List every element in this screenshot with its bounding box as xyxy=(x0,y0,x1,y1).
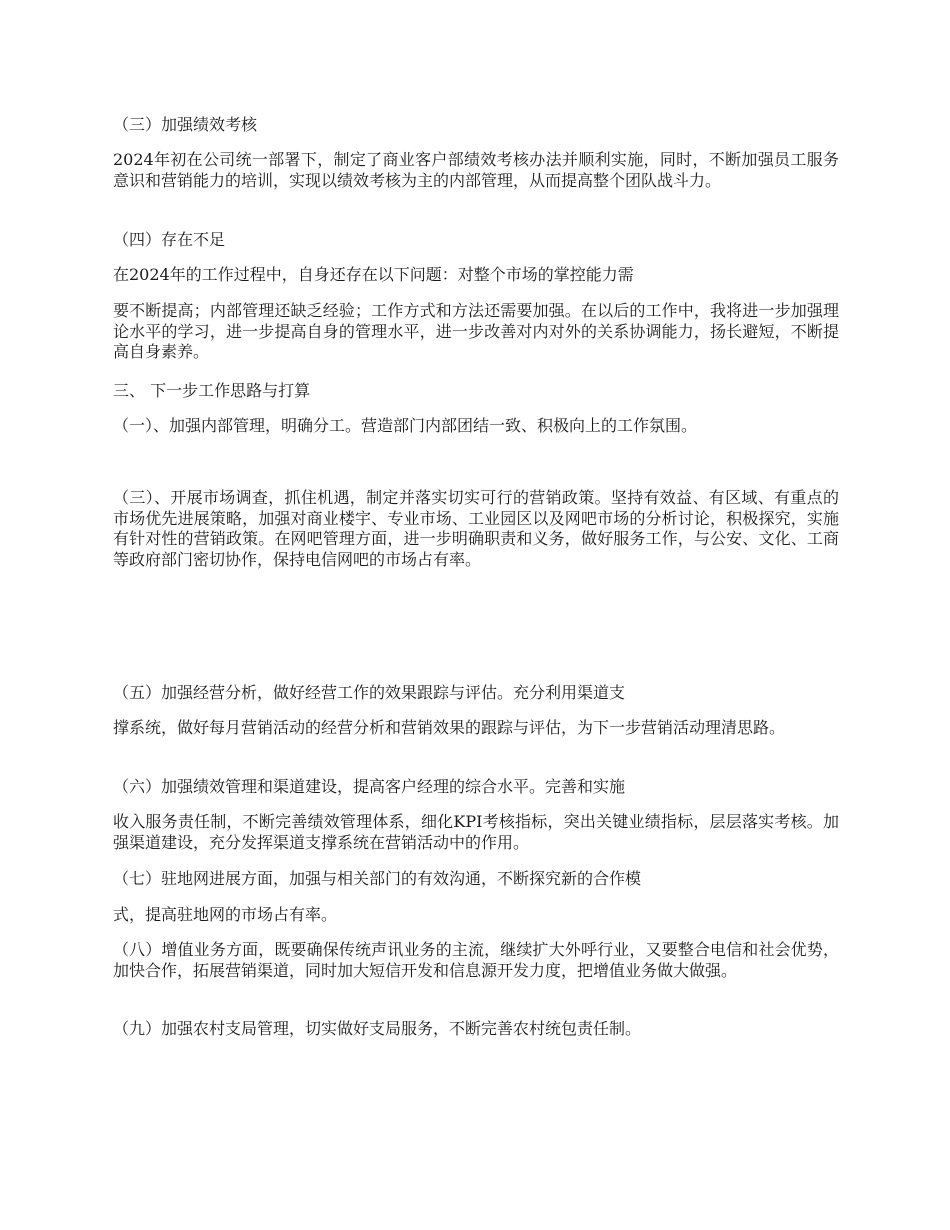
paragraph-item-6-detail: 收入服务责任制，不断完善绩效管理体系，细化KPI考核指标，突出关键业绩指标，层层落实考核。加强渠道建设，充分发挥渠道支撑系统在营销活动中的作用。 xyxy=(113,812,839,852)
paragraph-item-8: （八）增值业务方面，既要确保传统声讯业务的主流，继续扩大外呼行业，又要整合电信和社会优势，加快合作，拓展营销渠道，同时加大短信开发和信息源开发力度，把增值业务做大做强。 xyxy=(113,940,839,980)
paragraph-item-9: （九）加强农村支局管理，切实做好支局服务，不断完善农村统包责任制。 xyxy=(113,1019,642,1038)
paragraph-performance-assessment: 2024年初在公司统一部署下，制定了商业客户部绩效考核办法并顺利实施，同时，不断加强员工服务意识和营销能力的培训，实现以绩效考核为主的内部管理，从而提高整个团队战斗力。 xyxy=(113,150,839,190)
paragraph-shortcomings-intro: 在2024年的工作过程中，自身还存在以下问题：对整个市场的掌控能力需 xyxy=(113,265,634,284)
paragraph-shortcomings-detail: 要不断提高；内部管理还缺乏经验；工作方式和方法还需要加强。在以后的工作中，我将进一步加强理论水平的学习，进一步提高自身的管理水平，进一步改善对内对外的关系协调能力，扬长避短，不断提高自身素养。 xyxy=(113,301,839,361)
section-heading-performance: （三）加强绩效考核 xyxy=(113,115,258,134)
paragraph-item-7-intro: （七）驻地网进展方面，加强与相关部门的有效沟通，不断探究新的合作模 xyxy=(113,869,642,888)
paragraph-item-5-intro: （五）加强经营分析，做好经营工作的效果跟踪与评估。充分利用渠道支 xyxy=(113,683,626,702)
paragraph-item-6-intro: （六）加强绩效管理和渠道建设，提高客户经理的综合水平。完善和实施 xyxy=(113,777,626,796)
section-heading-next-steps: 三、 下一步工作思路与打算 xyxy=(113,381,311,400)
paragraph-item-7-detail: 式，提高驻地网的市场占有率。 xyxy=(113,905,338,924)
section-heading-shortcomings: （四）存在不足 xyxy=(113,230,226,249)
paragraph-item-3: （三）、开展市场调查，抓住机遇，制定并落实切实可行的营销政策。坚持有效益、有区域、有重点的市场优先进展策略，加强对商业楼宇、专业市场、工业园区以及网吧市场的分析讨论，积极探究，实施有针对性的营销政策。在网吧管理方面，进一步明确职责和义务，做好服务工作，与公安、文化、工商等政府部门密切协作，保持电信网吧的市场占有率。 xyxy=(113,488,839,569)
paragraph-item-5-detail: 撑系统，做好每月营销活动的经营分析和营销效果的跟踪与评估，为下一步营销活动理清思路。 xyxy=(113,718,786,737)
paragraph-item-1: （一）、加强内部管理，明确分工。营造部门内部团结一致、积极向上的工作氛围。 xyxy=(113,416,698,435)
